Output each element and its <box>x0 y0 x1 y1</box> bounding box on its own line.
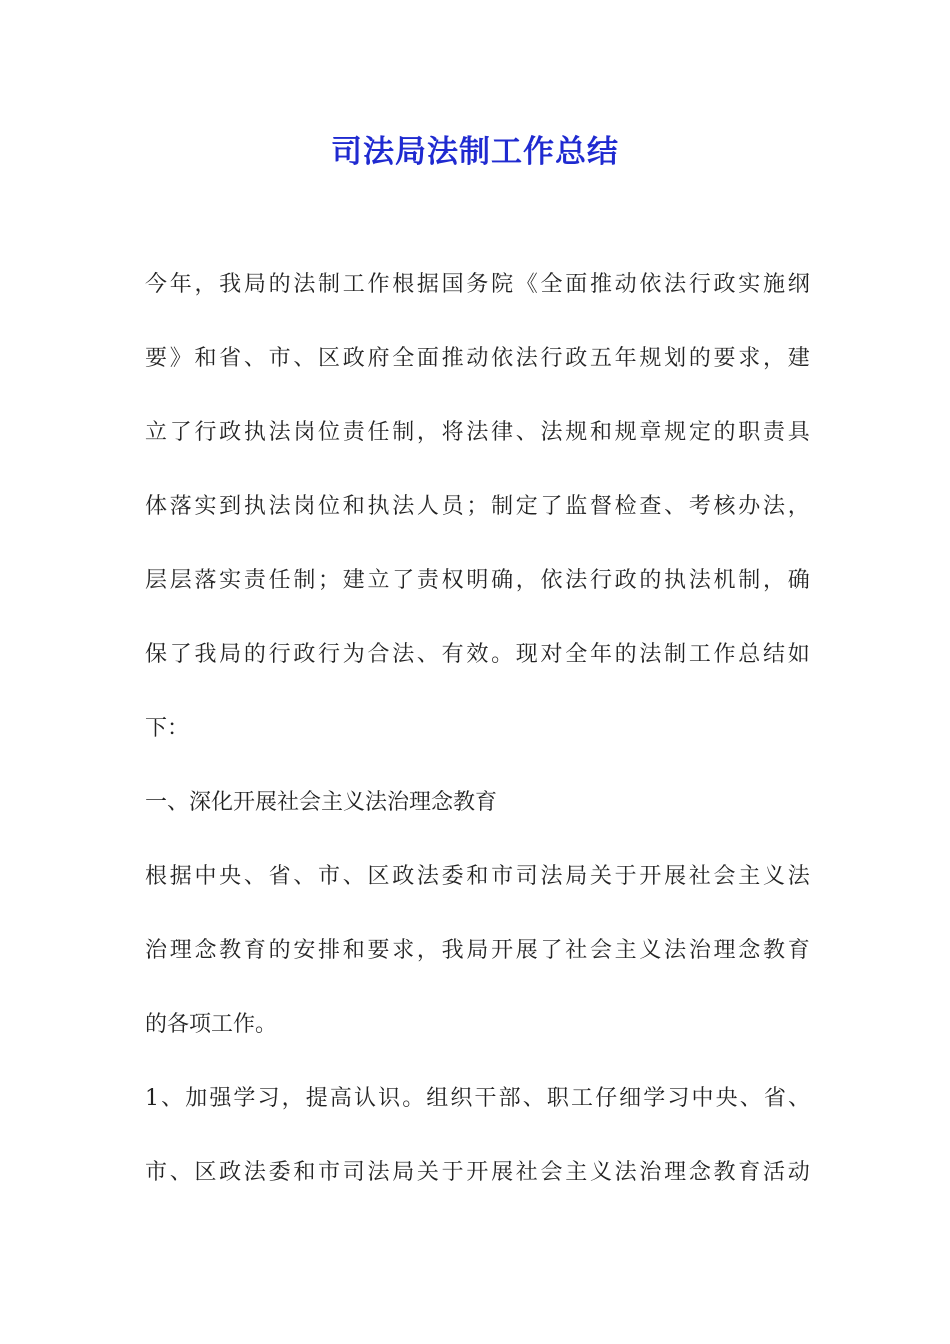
paragraph-line: 层 层 落 实 责 任 制 ； 建 立 了 责 权 明 确 ， 依 法 行 政 的 执 法 机 制 ， 确 <box>145 568 810 593</box>
paragraph-line: 市 、 区 政 法 委 和 市 司 法 局 关 于 开 展 社 会 主 义 法 治 理 念 教 育 活 动 <box>145 1160 810 1185</box>
paragraph-line: 保 了 我 局 的 行 政 行 为 合 法 、 有 效 。 现 对 全 年 的 法 制 工 作 总 结 如 <box>145 642 810 667</box>
paragraph-line: 1 、 加 强 学 习 ， 提 高 认 识 。 组 织 干 部 、 职 工 仔 细 学 习 中 央 、 省 、 <box>145 1086 810 1111</box>
paragraph-line: 的各项工作。 <box>145 1012 278 1037</box>
paragraph-line: 根 据 中 央 、 省 、 市 、 区 政 法 委 和 市 司 法 局 关 于 开 展 社 会 主 义 法 <box>145 864 810 889</box>
paragraph-line: 体 落 实 到 执 法 岗 位 和 执 法 人 员 ； 制 定 了 监 督 检 查 、 考 核 办 法 ， <box>145 494 810 519</box>
paragraph-line: 立 了 行 政 执 法 岗 位 责 任 制 ， 将 法 律 、 法 规 和 规 章 规 定 的 职 责 具 <box>145 420 810 445</box>
section-heading: 一、深化开展社会主义法治理念教育 <box>145 790 498 815</box>
paragraph-line: 要 》 和 省 、 市 、 区 政 府 全 面 推 动 依 法 行 政 五 年 规 划 的 要 求 ， 建 <box>145 346 810 371</box>
document-title: 司法局法制工作总结 <box>331 134 619 170</box>
paragraph-line: 治 理 念 教 育 的 安 排 和 要 求 ， 我 局 开 展 了 社 会 主 义 法 治 理 念 教 育 <box>145 938 810 963</box>
paragraph-line: 今 年 ， 我 局 的 法 制 工 作 根 据 国 务 院 《 全 面 推 动 依 法 行 政 实 施 纲 <box>145 272 810 297</box>
paragraph-line: 下： <box>145 716 190 741</box>
